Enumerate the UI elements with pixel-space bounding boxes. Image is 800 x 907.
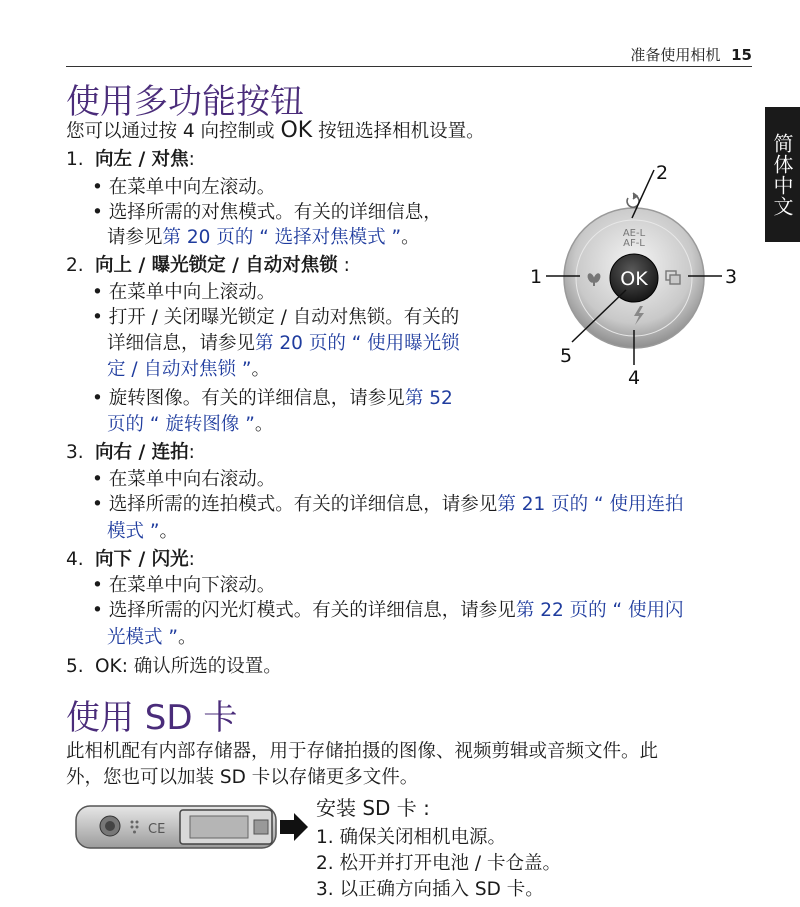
- bullet-continuation: 模式 ”。: [107, 521, 178, 542]
- section-intro: [66, 117, 485, 146]
- ok-glyph: OK: [280, 118, 313, 143]
- item-number: 5.: [66, 656, 84, 677]
- install-step-1: 1. 确保关闭相机电源。: [316, 827, 507, 848]
- bullet-line: • 打开 / 关闭曝光锁定 / 自动对焦锁。有关的: [92, 307, 460, 328]
- section-title-sd-card: 使用 SD 卡: [66, 698, 238, 738]
- callout-2: 2: [656, 162, 669, 184]
- header-section-name: 准备使用相机: [630, 46, 721, 64]
- language-tab-label: 简体中文: [770, 132, 794, 217]
- item-heading: 向上 / 曝光锁定 / 自动对焦锁 :: [95, 255, 350, 276]
- intro-text-after: 按钮选择相机设置。: [318, 121, 485, 142]
- install-sd-heading: 安装 SD 卡 :: [316, 796, 430, 820]
- bullet-line: • 在菜单中向右滚动。: [92, 469, 276, 490]
- ce-mark: CE: [148, 822, 166, 837]
- cross-reference-link[interactable]: 第 20 页的 “ 使用曝光锁: [255, 333, 460, 354]
- bullet-line: • 选择所需的对焦模式。有关的详细信息，: [92, 202, 442, 223]
- item-number: 3.: [66, 442, 84, 463]
- callout-4: 4: [628, 367, 641, 389]
- cross-reference-link[interactable]: 第 21 页的 “ 使用连拍: [497, 494, 684, 515]
- section-title-multifunction: 使用多功能按钮: [66, 82, 304, 122]
- ok-button-label: OK: [620, 268, 648, 290]
- camera-bottom-illustration: [72, 800, 312, 856]
- install-step-2: 2. 松开并打开电池 / 卡仓盖。: [316, 853, 562, 874]
- cross-reference-link[interactable]: 第 22 页的 “ 使用闪: [515, 600, 684, 621]
- battery-slot: [190, 816, 248, 838]
- item-heading: 向右 / 连拍:: [95, 442, 195, 463]
- ae-lock-label: AE-L: [622, 228, 646, 239]
- cross-reference-link[interactable]: 第 20 页的 “ 选择对焦模式 ”: [162, 227, 402, 248]
- page-number: 15: [731, 46, 752, 64]
- cross-reference-link[interactable]: 第 52: [404, 388, 453, 409]
- sd-intro-line-2: 外，您也可以加装 SD 卡以存储更多文件。: [66, 767, 419, 788]
- item-number: 2.: [66, 255, 84, 276]
- item-text: OK: 确认所选的设置。: [95, 656, 282, 677]
- af-lock-label: AF-L: [623, 238, 645, 249]
- bullet-continuation: 光模式 ”。: [107, 627, 197, 648]
- sd-intro-line-1: 此相机配有内部存储器，用于存储拍摄的图像、视频剪辑或音频文件。此: [66, 741, 659, 762]
- bullet-line: • 选择所需的连拍模式。有关的详细信息，请参见第 21 页的 “ 使用连拍: [92, 494, 684, 515]
- bullet-line: • 旋转图像。有关的详细信息，请参见第 52: [92, 388, 453, 409]
- callout-3: 3: [725, 266, 738, 288]
- bullet-continuation: 详细信息，请参见第 20 页的 “ 使用曝光锁: [107, 333, 460, 354]
- item-heading: 向左 / 对焦:: [95, 149, 195, 170]
- bullet-line: • 在菜单中向上滚动。: [92, 282, 276, 303]
- bullet-line: • 在菜单中向左滚动。: [92, 177, 276, 198]
- callout-5: 5: [560, 345, 573, 367]
- intro-text-before: 您可以通过按 4 向控制或: [66, 121, 275, 142]
- item-number: 4.: [66, 549, 84, 570]
- header-rule: [66, 66, 752, 67]
- cross-reference-link[interactable]: 定 / 自动对焦锁 ”: [107, 359, 252, 380]
- tripod-socket-center: [105, 821, 115, 831]
- callout-1: 1: [530, 266, 543, 288]
- cross-reference-link[interactable]: 光模式 ”: [107, 627, 178, 648]
- bullet-line: • 在菜单中向下滚动。: [92, 575, 276, 596]
- bullet-continuation: 定 / 自动对焦锁 ”。: [107, 359, 270, 380]
- running-header: [630, 44, 752, 65]
- bullet-continuation: 页的 “ 旋转图像 ”。: [107, 414, 274, 435]
- bullet-line: • 选择所需的闪光灯模式。有关的详细信息，请参见第 22 页的 “ 使用闪: [92, 600, 684, 621]
- open-direction-arrow-icon: [280, 813, 308, 841]
- item-heading: 向下 / 闪光:: [95, 549, 195, 570]
- four-way-control-diagram: [520, 160, 760, 390]
- install-step-3: 3. 以正确方向插入 SD 卡。: [316, 879, 544, 900]
- door-latch: [254, 820, 268, 834]
- item-number: 1.: [66, 149, 84, 170]
- cross-reference-link[interactable]: 模式 ”: [107, 521, 160, 542]
- language-side-tab: [765, 107, 800, 242]
- cross-reference-link[interactable]: 页的 “ 旋转图像 ”: [107, 414, 255, 435]
- bullet-continuation: 请参见第 20 页的 “ 选择对焦模式 ”。: [107, 227, 420, 248]
